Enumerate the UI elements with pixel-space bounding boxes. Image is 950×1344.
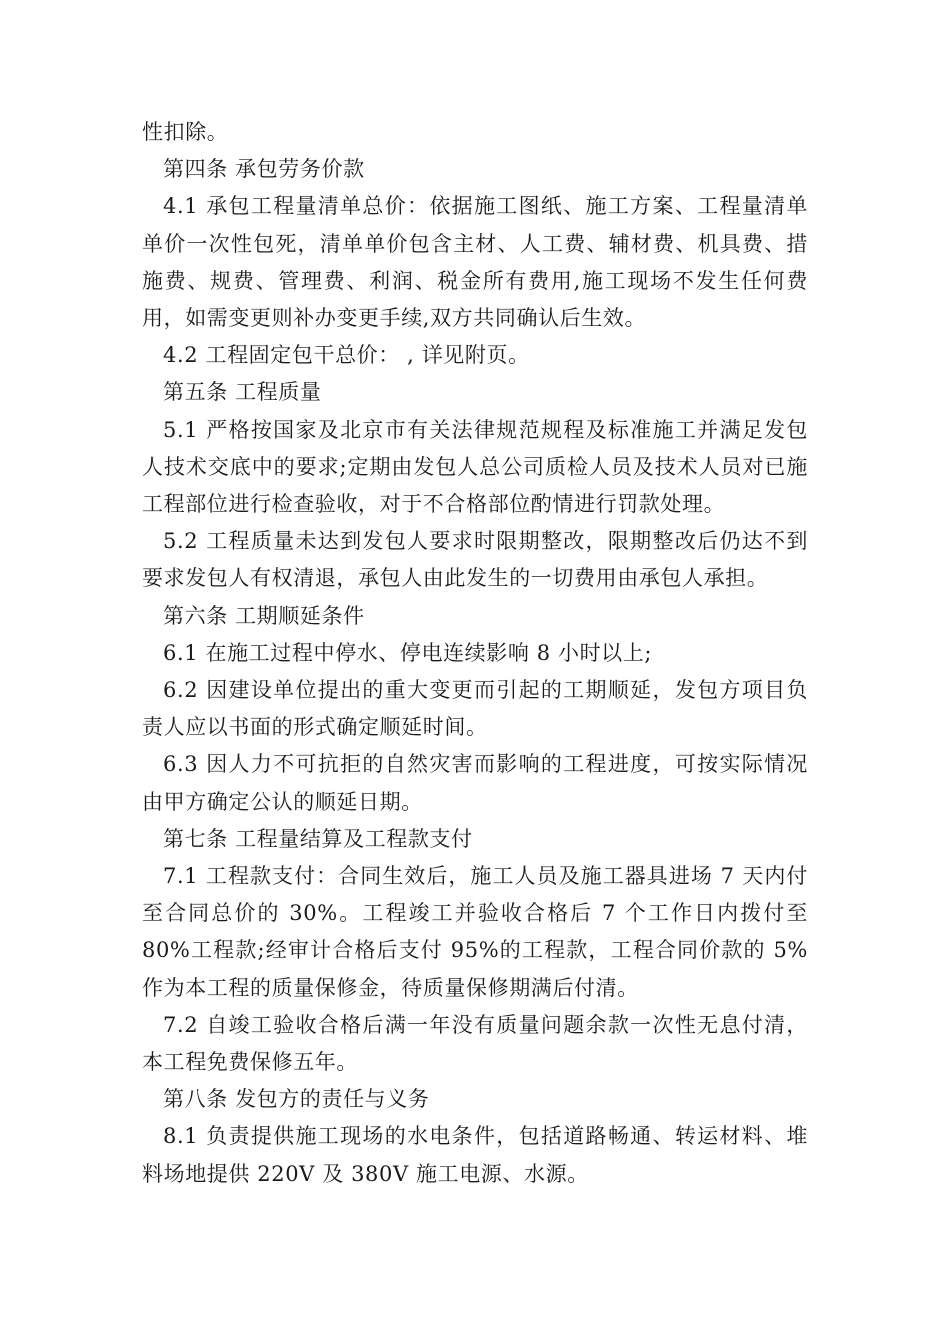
article-7-heading: 第七条 工程量结算及工程款支付 xyxy=(163,826,473,851)
paragraph-continuation: 性扣除。 xyxy=(142,120,229,144)
clause-5-1: 5.1 严格按国家及北京市有关法律规范规程及标准施工并满足发包人技术交底中的要求;定期由发包人总公司质检人员及技术人员对已施工程部位进行检查验收，对于不合格部位酌情进行罚款处理。 xyxy=(142,417,808,517)
clause-5-2: 5.2 工程质量未达到发包人要求时限期整改，限期整改后仍达不到要求发包人有权清退，承包人由此发生的一切费用由承包人承担。 xyxy=(142,529,808,591)
article-5-heading: 第五条 工程质量 xyxy=(163,380,322,405)
article-6-heading: 第六条 工期顺延条件 xyxy=(163,603,365,628)
clause-6-2: 6.2 因建设单位提出的重大变更而引起的工期顺延，发包方项目负责人应以书面的形式确定顺延时间。 xyxy=(142,678,808,740)
clause-7-1: 7.1 工程款支付：合同生效后，施工人员及施工器具进场 7 天内付至合同总价的 30%。工程竣工并验收合格后 7 个工作日内拨付至80%工程款;经审计合格后支付 95%的工程款，工程合同价款的 5%作为本工程的质量保修金，待质量保修期满后付清。 xyxy=(142,864,808,1000)
clause-6-1: 6.1 在施工过程中停水、停电连续影响 8 小时以上; xyxy=(163,640,653,665)
clause-7-2: 7.2 自竣工验收合格后满一年没有质量问题余款一次性无息付清，本工程免费保修五年。 xyxy=(142,1012,808,1075)
clause-4-1: 4.1 承包工程量清单总价：依据施工图纸、施工方案、工程量清单单价一次性包死，清单单价包含主材、人工费、辅材费、机具费、措施费、规费、管理费、利润、税金所有费用,施工现场不发生任何费用，如需变更则补办变更手续,双方共同确认后生效。 xyxy=(142,194,808,331)
clause-6-3: 6.3 因人力不可抗拒的自然灾害而影响的工程进度，可按实际情况由甲方确定公认的顺延日期。 xyxy=(142,752,808,814)
document-body xyxy=(142,114,808,1193)
article-8-heading: 第八条 发包方的责任与义务 xyxy=(163,1087,430,1112)
clause-8-1: 8.1 负责提供施工现场的水电条件，包括道路畅通、转运材料、堆料场地提供 220V 及 380V 施工电源、水源。 xyxy=(142,1124,808,1186)
article-4-heading: 第四条 承包劳务价款 xyxy=(163,157,365,182)
clause-4-2: 4.2 工程固定包干总价： , 详见附页。 xyxy=(163,343,530,368)
